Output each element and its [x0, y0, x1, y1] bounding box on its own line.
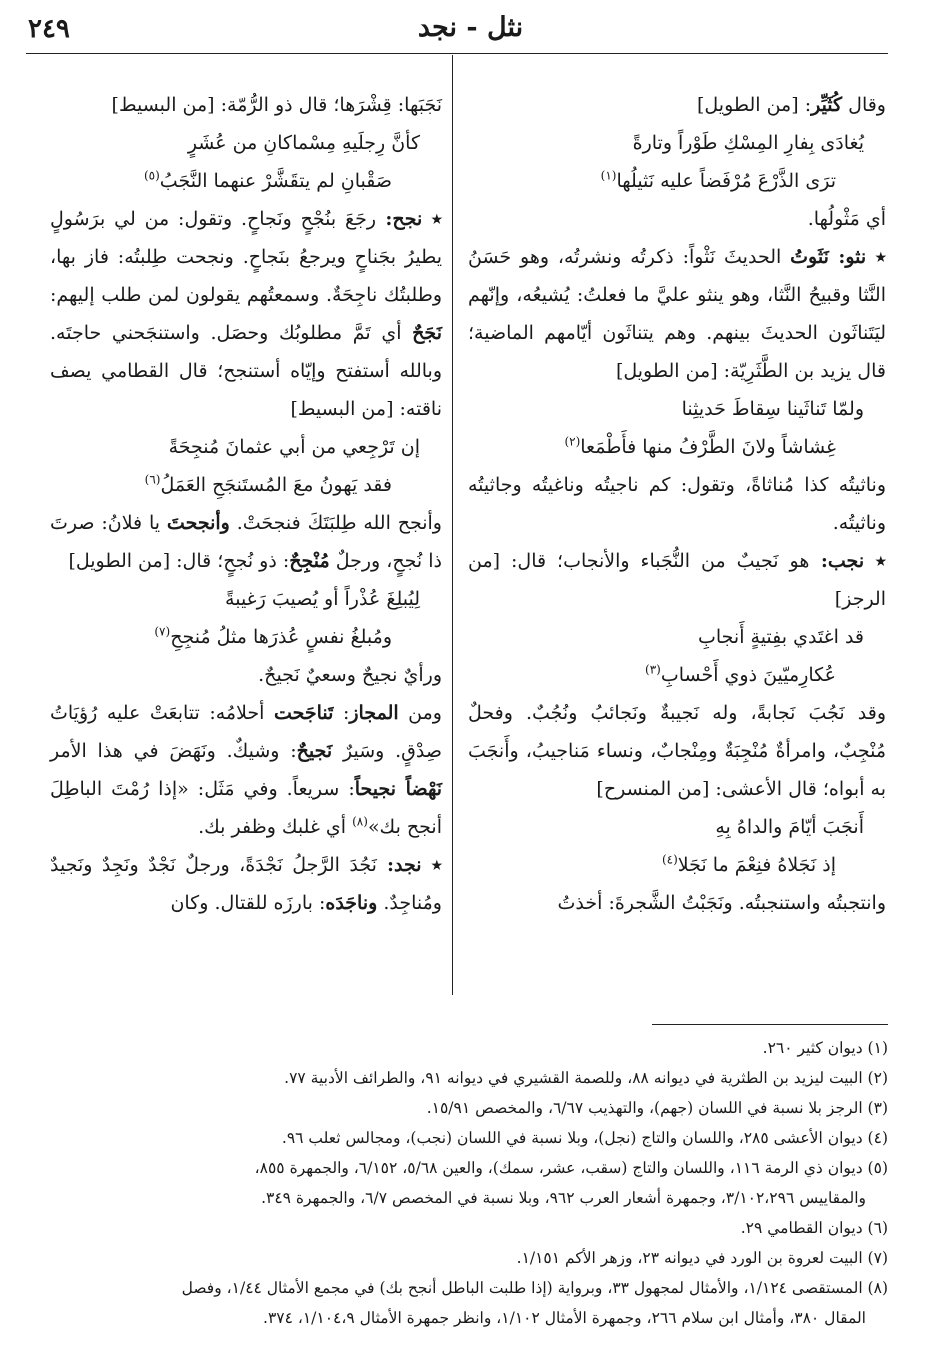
verse-first-half — [468, 618, 886, 656]
verse-text: إذ نَجَلاهُ فنِعْمَ ما نَجَلا — [677, 854, 836, 876]
text-run: ورأيٌ نجيحٌ وسعيٌ نَجيحٌ. — [258, 664, 442, 686]
text-run: أحلامُه: تتابعَتْ عليه رُؤيَاتُ صِدْقٍ. وسَيرٌ — [50, 702, 442, 762]
footnote-rule — [652, 1024, 888, 1025]
verse-second-half — [50, 618, 442, 656]
footnote: (٦) ديوان القطامي ٢٩. — [740, 1219, 888, 1237]
footnote-ref: (٨) — [352, 814, 368, 829]
text-run: : وشيكٌ. ونَهَضَ في هذا الأمر — [50, 740, 297, 762]
verse-text: فقد يَهونُ معَ المُستَنجَحِ العَمَلُ — [160, 474, 392, 496]
text-run: : بارزَه للقتال. وكان — [170, 892, 326, 914]
entry-paragraph — [50, 86, 442, 124]
footnote-ref: (٤) — [661, 852, 678, 867]
entry-paragraph — [50, 656, 442, 694]
footnote-ref: (١) — [600, 168, 617, 183]
verse-first-half — [468, 124, 886, 162]
entry-paragraph — [50, 694, 442, 846]
text-run: نَجُدَ الرَّجلُ نَجْدَةً، ورجلٌ نَجْدٌ ونَجِدٌ ونَجيدٌ ومُناجِدٌ. — [50, 854, 442, 914]
verse-first-half — [468, 390, 886, 428]
text-run: وقد نَجُبَ نَجابةً، وله نَجيبةٌ ونَجائبُ ونُجُبٌ. وفحلٌ مُنْجِبٌ، وامرأةٌ مُنْجِبَةٌ ومِنْجابٌ، ونساء مَناجيبُ، وأَنجَبَ به أبواه؛ قال الأعشى: [من المنسرح] — [468, 702, 886, 800]
footnote: (٣) الرجز بلا نسبة في اللسان (جهم)، والتهذيب ٦/٦٧، والمخصص ١٥/٩١. — [426, 1099, 888, 1117]
headword: ٭ نجب: — [809, 550, 886, 572]
footnote: (٥) ديوان ذي الرمة ١١٦، واللسان والتاج (سقب، عشر، سمك)، والعين ٥/٦٨، ٦/١٥٢، والجمهرة ٨٥٥، — [254, 1159, 888, 1177]
verse-text: لِيُبلِغَ عُذْراً أو يُصيبَ رَغيبةً — [225, 588, 420, 610]
headword: تَناجَحت — [273, 702, 334, 724]
text-run: : — [333, 702, 350, 724]
right-column — [468, 86, 886, 922]
verse-first-half — [50, 124, 442, 162]
verse-first-half — [50, 580, 442, 618]
footnote: (٨) المستقصى ١/١٢٤، والأمثال لمجهول ٣٣، وبرواية (إذا طلبت الباطل أنجح بك) في مجمع الأمثال ١/٤٤، وفصل — [181, 1279, 888, 1297]
verse-text: قد اغتَدي بفِتيةٍ أَنجابِ — [697, 626, 864, 648]
text-run: : ذو نُجحٍ؛ قال: [من الطويل] — [68, 550, 290, 572]
text-run: رجَعَ بنُجْحٍ ونَجاحٍ. وتقول: من لي برَسُولٍ يطيرُ بجَناحٍ ويرجعُ بنَجاحٍ. ونجحت طِلبتُه: فاز بها، وطلبتُك ناجِحَةٌ. وسمعتُهم يقولون لمن طلب إليهم: — [50, 208, 442, 306]
footnote: والمقاييس ٣/١٠٢،٢٩٦، وجمهرة أشعار العرب ٩٦٢، وبلا نسبة في المخصص ٦/٧، والجمهرة ٣٤٩. — [261, 1189, 866, 1207]
verse-second-half — [468, 846, 886, 884]
entry-paragraph — [50, 846, 442, 922]
left-column — [50, 86, 442, 922]
text-run: ومن — [398, 702, 442, 724]
text-run: نَجَبَها: قِشْرَها؛ قال ذو الرُّمّة: [من البسيط] — [111, 94, 442, 116]
page-title: نثل - نجد — [417, 12, 524, 43]
verse-text: يُغادَى بِفارِ المِسْكِ طَوْراً وتارةً — [632, 132, 864, 154]
verse-text: صَقْبانِ لم يتقَشَّرْ عنهما النَّجَبُ — [159, 170, 392, 192]
text-run: وناثيتُه كذا مُناثاةً، وتقول: كم ناجيتُه وناغيتُه وجاثيتُه وناثيتُه. — [468, 474, 886, 534]
verse-second-half — [468, 428, 886, 466]
verse-text: أَنجَبَ أيّامَ والداهُ بِهِ — [715, 816, 864, 838]
headword: ٭ نجح: — [376, 208, 442, 230]
headword: نَهْضاً نجيحاً — [354, 778, 442, 800]
verse-text: ترَى الذَّرْعَ مُرْفَضاً عليه نَثيلُها — [616, 170, 836, 192]
footnote: (٤) ديوان الأعشى ٢٨٥، واللسان والتاج (نجل)، وبلا نسبة في اللسان (نجب)، ومجالس ثعلب ٩٦. — [281, 1129, 888, 1147]
entry-paragraph — [468, 542, 886, 618]
verse-text: إن تَرْجِعي من أبي عثمانَ مُنجِحَةً — [168, 436, 420, 458]
entry-paragraph — [468, 200, 886, 238]
entry-paragraph — [50, 504, 442, 580]
footnote: (١) ديوان كثير ٢٦٠. — [762, 1039, 888, 1057]
column-divider — [452, 55, 453, 995]
headword: نَثَوتُ — [790, 246, 829, 268]
entry-paragraph — [468, 694, 886, 808]
verse-text: غِشاشاً ولانَ الطَّرْفُ منها فأَطْمَعا — [580, 436, 836, 458]
headword: نَجَحٌ — [412, 322, 442, 344]
entry-paragraph — [50, 200, 442, 428]
text-run: : [من الطويل] — [697, 94, 812, 116]
headword: وأنجحتَ — [166, 512, 230, 534]
entry-paragraph — [468, 466, 886, 542]
header-rule — [26, 53, 888, 54]
verse-text: ومُبلغُ نفسٍ عُذرَها مثلُ مُنجِحِ — [170, 626, 392, 648]
verse-second-half — [468, 162, 886, 200]
text-run: أي تَمَّ مطلوبُك وحصَل. واستنجَحني حاجتَه. وبالله أستفتح وإيّاه أستنجح؛ قال القطامي يصف ناقته: [من البسيط] — [50, 322, 442, 420]
footnote-ref: (٧) — [154, 624, 171, 639]
text-run: وأنجح الله طِلبَتَكَ فنجحَتْ. — [229, 512, 442, 534]
text-run: هو نَجيبٌ من النُّجَباء والأنجاب؛ قال: [من الرجز] — [468, 550, 886, 610]
headword: ٭ نثو: — [828, 246, 886, 268]
text-run: يا فلانُ: صرتَ ذا نُجحٍ، ورجلٌ — [50, 512, 442, 572]
footnote-ref: (٦) — [144, 472, 161, 487]
text-run: الحديثَ نَثْواً: ذكرتُه ونشرتُه، وهو حَسَنُ النَّثا وقبيحُ النَّثا، وهو ينثو عليَّ ما فعلتُ: يُشيعُه، وإنّهم ليَتَناثَون الحديثَ بينهم. وهم يتناثَون أيّامهم الماضية؛ قال يزيد بن الطَّثَرِيّة: [من الطويل] — [468, 246, 886, 382]
headword: كُثَيِّر — [811, 94, 843, 116]
headword: المجاز — [349, 702, 399, 724]
text-run: وانتجبتُه واستنجبتُه. ونَجَبْتُ الشَّجرةَ: أخذتُ — [557, 892, 886, 914]
entry-paragraph — [468, 238, 886, 390]
verse-text: ولمّا تَناثَينا سِقاطَ حَديثِنا — [681, 398, 864, 420]
entry-paragraph — [468, 86, 886, 124]
verse-second-half — [50, 162, 442, 200]
footnote: (٢) البيت ليزيد بن الطثرية في ديوانه ٨٨، وللصمة القشيري في ديوانه ٩١، والطرائف الأدبية ٧٧. — [284, 1069, 888, 1087]
text-run: وقال — [842, 94, 886, 116]
verse-text: عُكارِميّينَ ذوي أَحْسابِ — [660, 664, 836, 686]
verse-first-half — [50, 428, 442, 466]
footnotes — [26, 1033, 888, 1333]
footnote-ref: (٥) — [143, 168, 160, 183]
headword: مُنْجِحٌ — [289, 550, 330, 572]
text-run: أي مَثْولُها. — [807, 208, 886, 230]
entry-paragraph — [468, 884, 886, 922]
verse-first-half — [468, 808, 886, 846]
headword: نَجيحٌ — [296, 740, 333, 762]
verse-second-half — [50, 466, 442, 504]
text-run: أي غلبك وظفر بك. — [198, 816, 353, 838]
verse-second-half — [468, 656, 886, 694]
verse-text: كأنَّ رِجلَيهِ مِسْماكانِ من عُشَرٍ — [187, 132, 420, 154]
footnote-ref: (٣) — [645, 662, 661, 677]
footnote: المقال ٣٨٠، وأمثال ابن سلام ٢٦٦، وجمهرة الأمثال ١/١٠٢، وانظر جمهرة الأمثال ١/١٠٤،٩، ٣٧٤. — [263, 1309, 866, 1327]
page-number: ٢٤٩ — [28, 14, 70, 44]
footnote-ref: (٢) — [564, 434, 581, 449]
text-run: : سريعاً. وفي مَثَل: «إذا رُمْتَ الباطِلَ أنجح بك» — [50, 778, 442, 838]
headword: وناجَدَه — [325, 892, 378, 914]
headword: ٭ نجد: — [376, 854, 442, 876]
footnote: (٧) البيت لعروة بن الورد في ديوانه ٢٣، وزهر الأكم ١/١٥١. — [516, 1249, 888, 1267]
